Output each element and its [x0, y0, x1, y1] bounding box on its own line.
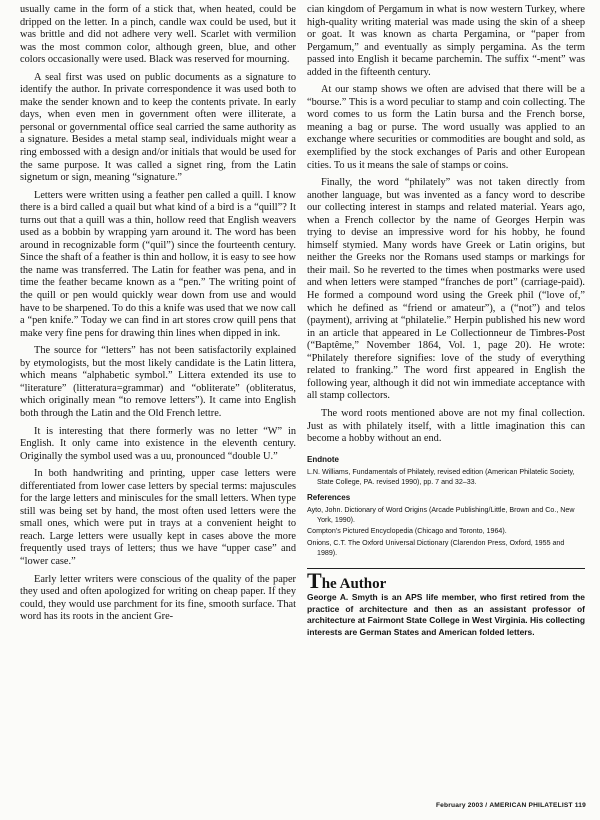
body-paragraph: The source for “letters” has not been satisfactorily explained by etymologists, but the most likely candidate is the Latin littera, which means “alphabetic symbol.” Littera extended its use to “literature” (litteratura=grammar) and “obliterate” (obliteratus, which originally mean “to remove letters”). It came into English both through the Latin and the Old French lettre. — [20, 345, 296, 419]
body-paragraph: cian kingdom of Pergamum in what is now western Turkey, where high-quality writing material was made using the skin of a sheep or goat. It was known as charta Pergamina, or “paper from Pergamum,” and eventually as simply pergamina. As the term passed into English it became parchemin. The suffix “-ment” was added in the fifteenth century. — [307, 4, 585, 78]
reference-item: Ayto, John. Dictionary of Word Origins (Arcade Publishing/Little, Brown and Co., New York, 1990). — [307, 506, 575, 525]
page-number: 119 — [574, 802, 586, 809]
left-column — [20, 4, 296, 624]
body-paragraph: Letters were written using a feather pen called a quill. I know there is a bird called a quail but what kind of a bird is a “quill”? It turns out that a quill was a thin, hollow reed that English weavers used as a bobbin by wrapping yarn around it. The word has been around in recognizable form (“quil”) since the fourteenth century. Since the shaft of a feather is thin and hollow, it is easy to see how the name was transferred. The Latin for feather was pena, and in time the feather became known as a “pen.” The writing point of the quill or pen would quickly wear down from use and would have to be sharpened. To do this a knife was used that we now call a “pen knife.” Today we can find in art stores crow quill pens that make very fine pens for drawing thin lines when dipped in ink. — [20, 189, 296, 339]
body-paragraph: A seal first was used on public documents as a signature to identify the author. In private correspondence it was used both to make the sender known and to keep the contents private. In early days, when even men in government often were illiterate, a personal or governmental office seal carried the same authority as a signature. Besides a metal stamp seal, individuals might wear a ring embossed with a design and/or initials that would be used for the same purpose. It was called a signet ring, from the Latin signetum or sign, meaning “signature.” — [20, 71, 296, 184]
author-heading — [307, 568, 585, 594]
right-column — [307, 4, 585, 638]
author-bio: George A. Smyth is an APS life member, who first retired from the practice of architecture and then as an assistant professor of architecture at Fairmont State College in West Virginia. His collecting interests are German States and American folded letters. — [307, 592, 585, 637]
body-paragraph: usually came in the form of a stick that, when heated, could be dripped on the letter. In a pinch, candle wax could be used, but it was brittle and did not adhere very well. Scarlet with vermilion was the most common color, although green, blue, and other colors occasionally were used. Black was reserved for mourning. — [20, 4, 296, 66]
footer-separator: / — [485, 802, 488, 809]
page-footer — [436, 802, 586, 809]
endnote-text: L.N. Williams, Fundamentals of Philately, revised edition (American Philatelic Society, State College, PA. revised 1990), pp. 7 and 32–33. — [307, 467, 575, 486]
endnote-heading: Endnote — [307, 454, 339, 464]
references-heading: References — [307, 493, 351, 502]
author-heading-rest: he Author — [321, 576, 387, 593]
body-paragraph: Finally, the word “philately” was not taken directly from another language, but was invented as a fancy word to describe our collecting interest in stamps and related material. Years ago, when a French collector by the name of Georges Herpin was trying to devise an impressive word for his hobby, he found himself stymied. Many words have Greek or Latin origins, but neither the Greeks nor the Romans used stamps or markings for their mail. So he reverted to the times when postmarks were used and when letters were stamped “franches de port” (carriage-paid). He formed a compound word using the Greek phil (“love of,” which he defined as “friend or amateur”), a (“not”) and telos (payment), arriving at “philatelie.” Herpin published his new word in an article that appeared in Le Collectionneur de Timbres-Post (“Baptême,” November 1864, Vol. 1, page 20). He wrote: “Philately therefore signifies: love of the study of everything related to franking.” The word first appeared in English the following year, although it did not win immediate acceptance with all stamp collectors. — [307, 177, 585, 402]
body-paragraph: Early letter writers were conscious of the quality of the paper they used and often apologized for writing on cheap paper. If they could, they would use parchment for its fine, smooth surface. That word has its roots in the ancient Gre- — [20, 573, 296, 623]
footer-date: February 2003 — [435, 802, 484, 809]
author-divider — [307, 568, 585, 569]
body-paragraph: In both handwriting and printing, upper case letters were differentiated from lower case letters by special terms: majuscules for the large letters and miniscules for the small letters. When type still was being set by hand, the most often used letters were the small ones, which were put in trays at a convenient height to reach. Large letters were usually kept in cases above the more frequently used trays of letters; thus we have “upper case” and “lower case.” — [20, 468, 296, 567]
body-paragraph: It is interesting that there formerly was no letter “W” in English. It only came into existence in the eleventh century. Originally the symbol used was a uu, pronounced “double U.” — [20, 425, 296, 462]
footer-publication: AMERICAN PHILATELIST — [489, 802, 573, 809]
author-heading-initial: T — [307, 568, 322, 594]
reference-item: Compton’s Pictured Encyclopedia (Chicago and Toronto, 1964). — [307, 527, 507, 536]
body-paragraph: The word roots mentioned above are not my final collection. Just as with philately itself, with a little imagination this can become a hobby without an end. — [307, 407, 585, 445]
body-paragraph: At our stamp shows we often are advised that there will be a “bourse.” This is a word peculiar to stamp and coin collecting. The word comes to us form the Latin bursa and the French borse, meaning a bag or purse. The word usually was applied to an exchange where securities or commodities are bought and sold, as exemplified by the stock exchanges of Paris and other European cities. To us it means the sale of stamps or coins. — [307, 84, 585, 171]
reference-item: Onions, C.T. The Oxford Universal Dictionary (Clarendon Press, Oxford, 1955 and 1989). — [307, 538, 565, 557]
